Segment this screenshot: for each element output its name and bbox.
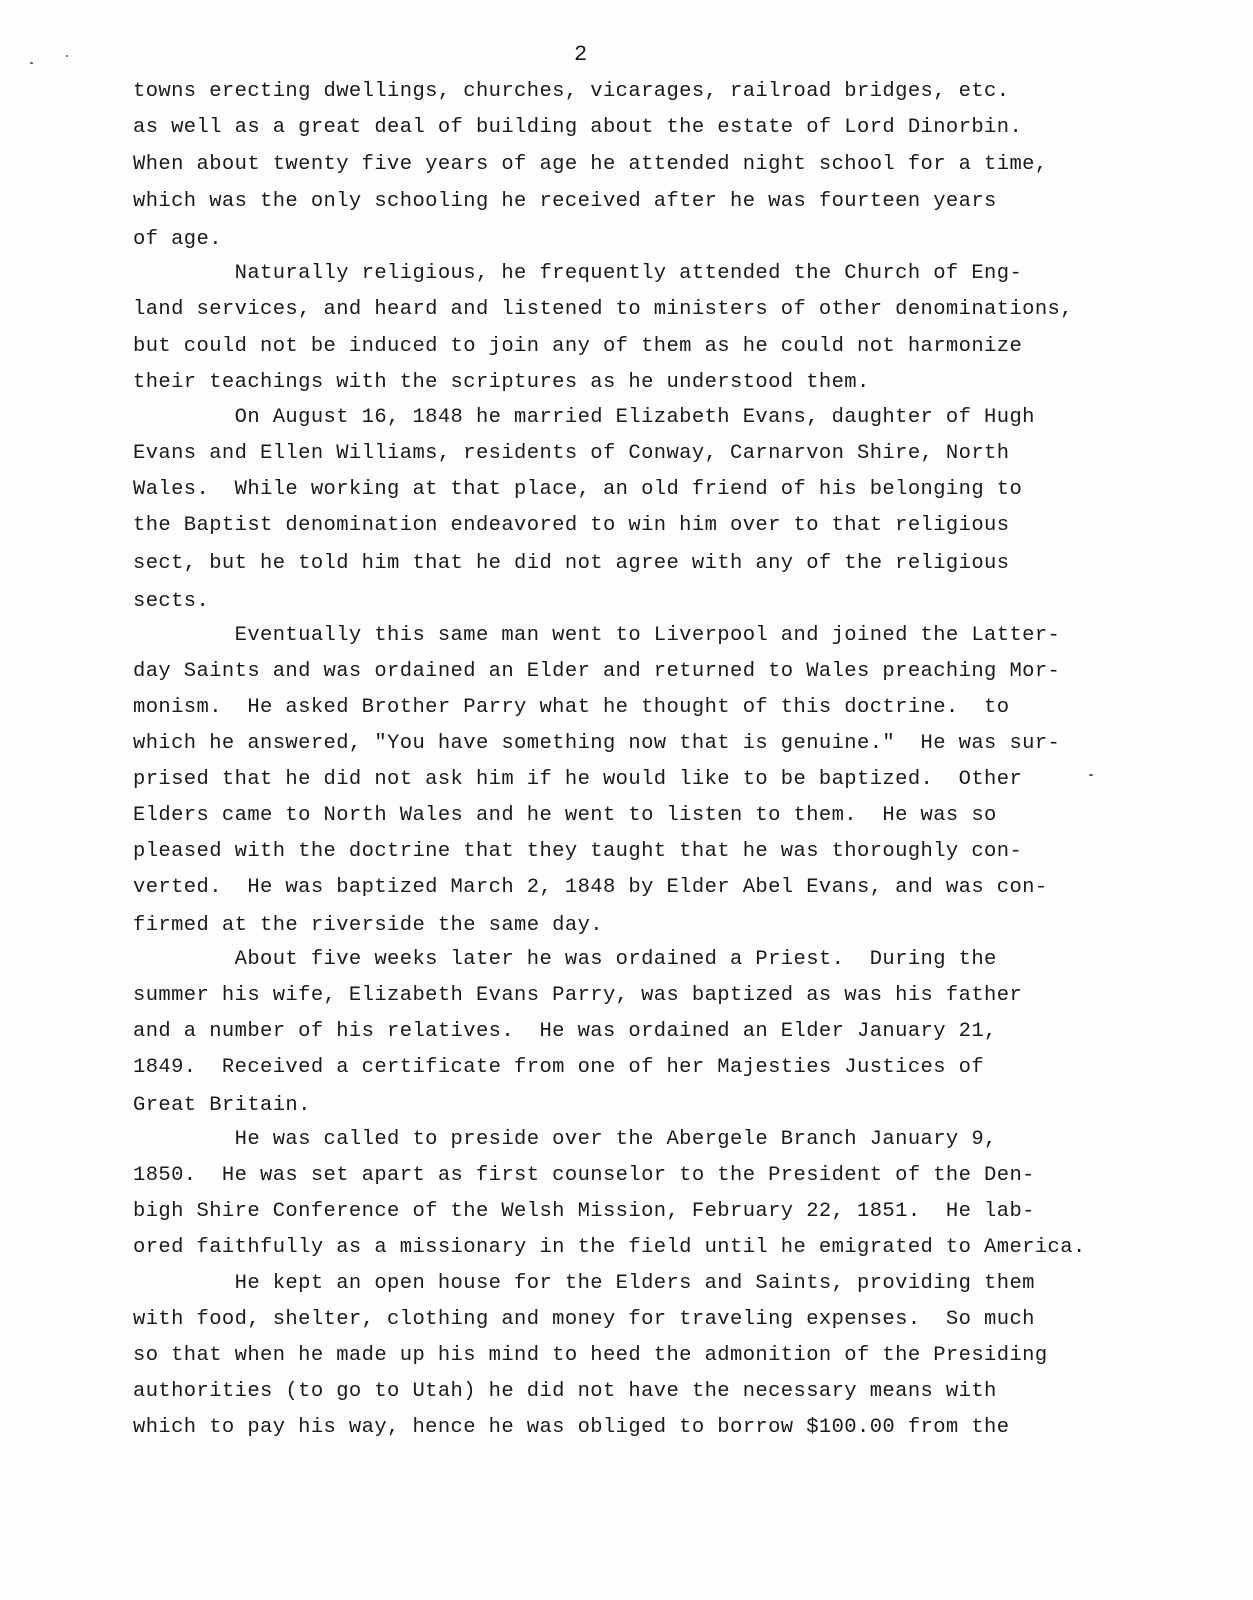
text-line: ored faithfully as a missionary in the field until he emigrated to America. [133, 1236, 1086, 1259]
text-line: 1850. He was set apart as first counselor to the President of the Den- [133, 1164, 1035, 1187]
text-line: summer his wife, Elizabeth Evans Parry, was baptized as was his father [133, 984, 1023, 1007]
text-line: When about twenty five years of age he attended night school for a time, [133, 153, 1048, 176]
text-line: the Baptist denomination endeavored to win him over to that religious [133, 514, 1010, 537]
paper-speck [30, 62, 33, 64]
text-line: prised that he did not ask him if he would like to be baptized. Other [133, 768, 1023, 791]
text-line: monism. He asked Brother Parry what he thought of this doctrine. to [133, 696, 1010, 719]
text-line: which he answered, "You have something now that is genuine." He was sur- [133, 732, 1061, 755]
text-line: He was called to preside over the Abergele Branch January 9, [133, 1128, 997, 1151]
text-line: authorities (to go to Utah) he did not have the necessary means with [133, 1380, 997, 1403]
text-line: Elders came to North Wales and he went to listen to them. He was so [133, 804, 997, 827]
text-line: so that when he made up his mind to heed the admonition of the Presiding [133, 1344, 1048, 1367]
text-line: bigh Shire Conference of the Welsh Mission, February 22, 1851. He lab- [133, 1200, 1035, 1223]
text-line: but could not be induced to join any of them as he could not harmonize [133, 335, 1023, 358]
text-line: with food, shelter, clothing and money for traveling expenses. So much [133, 1308, 1035, 1331]
text-line: verted. He was baptized March 2, 1848 by Elder Abel Evans, and was con- [133, 876, 1048, 899]
text-line: sects. [133, 590, 210, 613]
text-line: Evans and Ellen Williams, residents of Conway, Carnarvon Shire, North [133, 442, 1010, 465]
text-line: towns erecting dwellings, churches, vicarages, railroad bridges, etc. [133, 80, 1010, 103]
text-line: as well as a great deal of building about the estate of Lord Dinorbin. [133, 116, 1023, 139]
text-line: land services, and heard and listened to ministers of other denominations, [133, 298, 1073, 321]
text-line: day Saints and was ordained an Elder and returned to Wales preaching Mor- [133, 660, 1061, 683]
text-line: which to pay his way, hence he was obliged to borrow $100.00 from the [133, 1416, 1010, 1439]
paper-speck [66, 55, 68, 57]
text-line: sect, but he told him that he did not agree with any of the religious [133, 552, 1010, 575]
text-line: Great Britain. [133, 1094, 311, 1117]
text-line: Naturally religious, he frequently attended the Church of Eng- [133, 262, 1023, 285]
text-line: About five weeks later he was ordained a Priest. During the [133, 948, 997, 971]
text-line: of age. [133, 228, 222, 251]
text-line: Eventually this same man went to Liverpool and joined the Latter- [133, 624, 1061, 647]
text-line: He kept an open house for the Elders and Saints, providing them [133, 1272, 1035, 1295]
text-line: Wales. While working at that place, an old friend of his belonging to [133, 478, 1023, 501]
text-line: On August 16, 1848 he married Elizabeth Evans, daughter of Hugh [133, 406, 1035, 429]
text-line: their teachings with the scriptures as he understood them. [133, 371, 870, 394]
page-number: 2 [574, 42, 588, 67]
text-line: firmed at the riverside the same day. [133, 914, 603, 937]
paper-speck [1089, 774, 1093, 776]
text-line: which was the only schooling he received after he was fourteen years [133, 190, 997, 213]
text-line: and a number of his relatives. He was ordained an Elder January 21, [133, 1020, 997, 1043]
text-line: 1849. Received a certificate from one of her Majesties Justices of [133, 1056, 985, 1079]
text-line: pleased with the doctrine that they taught that he was thoroughly con- [133, 840, 1023, 863]
